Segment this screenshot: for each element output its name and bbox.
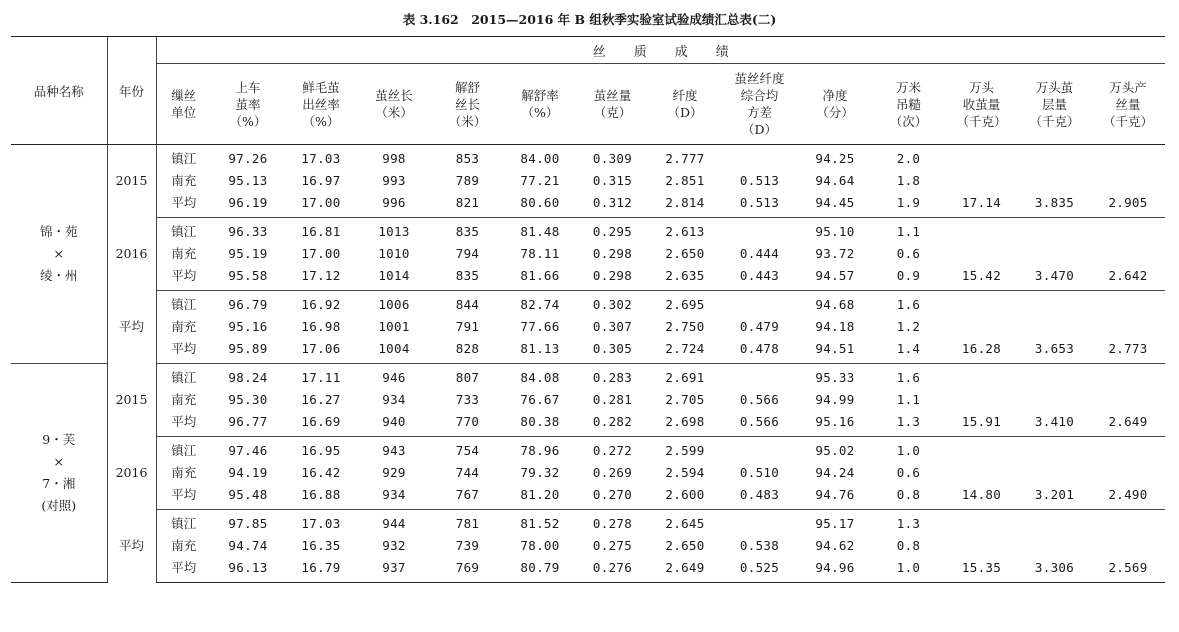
value-cell: 781 [455,516,480,531]
value-cell: 81.13 [504,338,576,364]
value-cell: 16.88 [285,484,357,510]
value-cell: 96.33 [228,224,268,239]
column-header: 纤度 （D） [649,64,721,145]
reeling-unit-cell: 平均 [156,484,211,510]
value-cell: 17.06 [285,338,357,364]
header-variety: 品种名称 [11,37,107,145]
value-cell [1091,218,1165,244]
reeling-unit-cell: 平均 [156,411,211,437]
value-cell: 1.8 [896,173,921,188]
reeling-unit-cell: 平均 [156,557,211,583]
value-cell [1018,389,1091,411]
value-cell: 17.03 [301,516,341,531]
value-cell: 0.302 [592,297,633,312]
value-cell: 0.6 [896,246,921,261]
value-cell: 0.513 [721,192,798,218]
value-cell: 934 [382,392,406,407]
table-row [11,145,1165,171]
value-cell: 767 [431,484,504,510]
value-cell: 1014 [357,265,431,291]
value-cell: 0.315 [592,173,633,188]
value-cell: 0.278 [592,516,633,531]
reeling-unit-cell: 平均 [156,265,211,291]
value-cell [945,218,1018,244]
reeling-unit-cell: 南充 [156,243,211,265]
value-cell: 95.16 [228,319,268,334]
value-cell: 96.77 [211,411,285,437]
value-cell [1018,316,1091,338]
column-header: 茧丝量 （克） [576,64,649,145]
value-cell: 853 [455,151,480,166]
value-cell: 78.96 [520,443,560,458]
value-cell: 94.76 [798,484,872,510]
value-cell: 943 [382,443,406,458]
table-row [11,389,1165,411]
header-silk-quality [156,37,1165,64]
year-cell: 2016 [107,437,156,510]
value-cell: 95.48 [211,484,285,510]
value-cell [945,364,1018,390]
value-cell: 84.00 [520,151,560,166]
value-cell: 1.6 [896,370,921,385]
table-row [11,192,1165,218]
value-cell: 96.79 [228,297,268,312]
value-cell: 78.11 [520,246,560,261]
table-row [11,338,1165,364]
value-cell [1091,170,1165,192]
column-header: 净度 （分） [798,64,872,145]
value-cell [945,389,1018,411]
value-cell: 1.0 [896,443,921,458]
value-cell [945,145,1018,171]
value-cell: 1.3 [872,411,945,437]
value-cell: 15.91 [945,411,1018,437]
reeling-unit-cell: 南充 [156,535,211,557]
reeling-unit-cell: 镇江 [156,437,211,463]
table-caption: 表 3.162 2015—2016 年 B 组秋季实验室试验成绩汇总表(二) [402,12,777,27]
value-cell [1018,218,1091,244]
value-cell [1018,535,1091,557]
value-cell: 3.306 [1018,557,1091,583]
value-cell: 16.95 [301,443,341,458]
year-cell: 2015 [107,364,156,437]
value-cell [945,462,1018,484]
value-cell: 0.282 [576,411,649,437]
value-cell: 95.02 [815,443,855,458]
table-row [11,510,1165,536]
value-cell: 3.470 [1018,265,1091,291]
value-cell: 2.698 [649,411,721,437]
value-cell: 0.538 [739,538,780,553]
results-table [11,36,1165,583]
value-cell [945,535,1018,557]
value-cell: 95.10 [815,224,855,239]
value-cell: 80.79 [504,557,576,583]
variety-name: 锦・苑 × 绫・州 [11,145,107,364]
value-cell [1091,462,1165,484]
value-cell [1091,437,1165,463]
value-cell: 17.00 [301,246,341,261]
value-cell: 94.45 [798,192,872,218]
value-cell: 1013 [378,224,410,239]
value-cell: 2.691 [665,370,705,385]
value-cell: 82.74 [520,297,560,312]
value-cell: 807 [455,370,480,385]
value-cell: 0.272 [592,443,633,458]
reeling-unit-cell: 平均 [156,192,211,218]
value-cell [721,437,798,463]
value-cell: 93.72 [815,246,855,261]
column-header: 万米 吊糙 （次） [872,64,945,145]
value-cell: 95.33 [815,370,855,385]
year-cell: 2016 [107,218,156,291]
value-cell: 2.695 [665,297,705,312]
value-cell: 17.03 [301,151,341,166]
column-header: 万头产 丝量 （千克） [1091,64,1165,145]
reeling-unit-cell: 镇江 [156,291,211,317]
value-cell: 94.99 [815,392,855,407]
value-cell: 1.9 [872,192,945,218]
value-cell: 0.307 [592,319,633,334]
value-cell: 2.600 [649,484,721,510]
value-cell: 2.613 [665,224,705,239]
value-cell [721,218,798,244]
value-cell [721,291,798,317]
value-cell: 98.24 [228,370,268,385]
reeling-unit-cell: 南充 [156,389,211,411]
value-cell: 1.1 [896,224,921,239]
value-cell: 2.490 [1091,484,1165,510]
value-cell: 3.835 [1018,192,1091,218]
value-cell [1018,170,1091,192]
value-cell: 16.27 [301,392,341,407]
value-cell [721,145,798,171]
value-cell: 2.777 [665,151,705,166]
value-cell: 835 [431,265,504,291]
value-cell: 15.42 [945,265,1018,291]
value-cell: 821 [431,192,504,218]
value-cell: 0.443 [721,265,798,291]
reeling-unit-cell: 镇江 [156,145,211,171]
value-cell [1018,510,1091,536]
value-cell: 2.635 [649,265,721,291]
value-cell: 16.69 [285,411,357,437]
value-cell: 0.566 [739,392,780,407]
value-cell: 97.26 [228,151,268,166]
table-row [11,437,1165,463]
value-cell: 0.269 [592,465,633,480]
value-cell: 2.750 [665,319,705,334]
value-cell: 996 [357,192,431,218]
value-cell: 79.32 [520,465,560,480]
value-cell: 744 [455,465,480,480]
table-row [11,411,1165,437]
value-cell: 0.309 [592,151,633,166]
column-header: 茧丝长 （米） [357,64,431,145]
value-cell: 97.85 [228,516,268,531]
value-cell: 95.19 [228,246,268,261]
value-cell: 76.67 [520,392,560,407]
value-cell [1018,243,1091,265]
reeling-unit-cell: 镇江 [156,364,211,390]
value-cell [945,243,1018,265]
table-row [11,218,1165,244]
value-cell: 80.38 [504,411,576,437]
value-cell [1091,510,1165,536]
value-cell: 844 [455,297,480,312]
value-cell: 95.13 [228,173,268,188]
value-cell: 1.4 [872,338,945,364]
value-cell: 794 [455,246,480,261]
value-cell: 84.08 [520,370,560,385]
value-cell: 2.649 [1091,411,1165,437]
value-cell [721,364,798,390]
column-header: 万头茧 层量 （千克） [1018,64,1091,145]
value-cell: 1004 [357,338,431,364]
table-row [11,243,1165,265]
reeling-unit-cell: 南充 [156,316,211,338]
value-cell: 2.650 [665,246,705,261]
value-cell: 998 [382,151,406,166]
header-year: 年份 [107,37,156,145]
column-header: 解舒 丝长 （米） [431,64,504,145]
value-cell: 2.773 [1091,338,1165,364]
year-cell: 平均 [107,510,156,583]
value-cell: 17.12 [285,265,357,291]
value-cell: 95.89 [211,338,285,364]
value-cell: 16.98 [301,319,341,334]
value-cell: 0.270 [576,484,649,510]
table-row [11,484,1165,510]
value-cell: 0.298 [592,246,633,261]
value-cell: 16.35 [301,538,341,553]
value-cell [1091,535,1165,557]
value-cell: 94.64 [815,173,855,188]
value-cell: 739 [455,538,480,553]
value-cell: 95.58 [211,265,285,291]
value-cell: 0.513 [739,173,780,188]
value-cell: 94.25 [815,151,855,166]
value-cell [721,510,798,536]
value-cell: 16.97 [301,173,341,188]
value-cell [1091,389,1165,411]
table-row [11,291,1165,317]
column-header: 茧丝纤度 综合均 方差 （D） [721,64,798,145]
value-cell: 0.305 [576,338,649,364]
value-cell: 94.74 [228,538,268,553]
value-cell: 754 [455,443,480,458]
value-cell: 937 [357,557,431,583]
column-header: 万头 收茧量 （千克） [945,64,1018,145]
value-cell: 16.79 [285,557,357,583]
value-cell: 2.645 [665,516,705,531]
value-cell [945,510,1018,536]
value-cell: 1006 [378,297,410,312]
value-cell [1091,316,1165,338]
value-cell: 733 [455,392,480,407]
value-cell: 94.19 [228,465,268,480]
column-header: 上车 茧率 （%） [211,64,285,145]
value-cell: 791 [455,319,480,334]
value-cell: 3.653 [1018,338,1091,364]
value-cell: 2.851 [665,173,705,188]
value-cell: 0.8 [896,538,921,553]
value-cell: 0.283 [592,370,633,385]
value-cell [945,170,1018,192]
value-cell: 932 [382,538,406,553]
value-cell: 2.814 [649,192,721,218]
value-cell: 993 [382,173,406,188]
value-cell: 1.1 [896,392,921,407]
value-cell: 77.21 [520,173,560,188]
value-cell: 0.275 [592,538,633,553]
value-cell: 2.905 [1091,192,1165,218]
value-cell: 96.13 [211,557,285,583]
value-cell: 16.81 [301,224,341,239]
value-cell [1091,291,1165,317]
value-cell: 2.705 [665,392,705,407]
value-cell: 2.0 [896,151,921,166]
value-cell: 94.24 [815,465,855,480]
table-row [11,364,1165,390]
value-cell: 97.46 [228,443,268,458]
value-cell [1091,145,1165,171]
table-row [11,265,1165,291]
value-cell: 94.18 [815,319,855,334]
value-cell: 0.6 [896,465,921,480]
value-cell: 81.52 [520,516,560,531]
value-cell: 96.19 [211,192,285,218]
value-cell: 3.410 [1018,411,1091,437]
value-cell: 80.60 [504,192,576,218]
value-cell: 95.17 [815,516,855,531]
value-cell: 769 [431,557,504,583]
value-cell: 77.66 [520,319,560,334]
year-cell: 2015 [107,145,156,218]
value-cell: 0.479 [739,319,780,334]
value-cell: 17.14 [945,192,1018,218]
value-cell: 3.201 [1018,484,1091,510]
value-cell: 16.42 [301,465,341,480]
value-cell: 16.28 [945,338,1018,364]
year-cell: 平均 [107,291,156,364]
value-cell: 2.594 [665,465,705,480]
value-cell: 1.2 [896,319,921,334]
value-cell: 94.57 [798,265,872,291]
table-row [11,316,1165,338]
value-cell: 94.51 [798,338,872,364]
value-cell: 0.312 [576,192,649,218]
value-cell: 944 [382,516,406,531]
value-cell: 770 [431,411,504,437]
value-cell: 0.298 [576,265,649,291]
header-silk-quality-label: 丝质成绩 [592,44,757,60]
value-cell: 1.6 [896,297,921,312]
value-cell: 1010 [378,246,410,261]
table-row [11,170,1165,192]
value-cell [945,437,1018,463]
value-cell: 0.281 [592,392,633,407]
value-cell: 929 [382,465,406,480]
value-cell: 1.3 [896,516,921,531]
value-cell: 828 [431,338,504,364]
value-cell: 0.525 [721,557,798,583]
value-cell: 0.483 [721,484,798,510]
reeling-unit-cell: 平均 [156,338,211,364]
value-cell [1018,291,1091,317]
value-cell: 81.20 [504,484,576,510]
value-cell: 78.00 [520,538,560,553]
value-cell: 95.30 [228,392,268,407]
value-cell: 0.8 [872,484,945,510]
value-cell [1018,145,1091,171]
value-cell: 95.16 [798,411,872,437]
value-cell: 17.00 [285,192,357,218]
value-cell: 2.569 [1091,557,1165,583]
value-cell: 1.0 [872,557,945,583]
value-cell [1091,364,1165,390]
value-cell: 94.96 [798,557,872,583]
value-cell: 0.444 [739,246,780,261]
value-cell: 0.276 [576,557,649,583]
value-cell: 81.48 [520,224,560,239]
value-cell: 2.599 [665,443,705,458]
value-cell: 81.66 [504,265,576,291]
value-cell: 0.9 [872,265,945,291]
value-cell: 0.478 [721,338,798,364]
table-row [11,557,1165,583]
value-cell: 14.80 [945,484,1018,510]
value-cell: 2.650 [665,538,705,553]
value-cell: 0.510 [739,465,780,480]
value-cell: 789 [455,173,480,188]
value-cell: 940 [357,411,431,437]
reeling-unit-cell: 镇江 [156,510,211,536]
value-cell [1018,364,1091,390]
value-cell: 2.642 [1091,265,1165,291]
value-cell [1018,437,1091,463]
value-cell: 0.566 [721,411,798,437]
value-cell [945,316,1018,338]
value-cell: 94.68 [815,297,855,312]
table-row [11,462,1165,484]
value-cell: 934 [357,484,431,510]
value-cell: 835 [455,224,480,239]
reeling-unit-cell: 南充 [156,170,211,192]
value-cell [1018,462,1091,484]
value-cell: 0.295 [592,224,633,239]
value-cell: 94.62 [815,538,855,553]
value-cell: 15.35 [945,557,1018,583]
value-cell: 2.649 [649,557,721,583]
column-header: 缫丝 单位 [156,64,211,145]
reeling-unit-cell: 南充 [156,462,211,484]
variety-name: 9・芙 × 7・湘 (对照) [11,364,107,583]
column-header: 鲜毛茧 出丝率 （%） [285,64,357,145]
column-header: 解舒率 （%） [504,64,576,145]
value-cell: 2.724 [649,338,721,364]
value-cell: 16.92 [301,297,341,312]
value-cell: 17.11 [301,370,341,385]
reeling-unit-cell: 镇江 [156,218,211,244]
value-cell [1091,243,1165,265]
value-cell: 1001 [378,319,410,334]
value-cell: 946 [382,370,406,385]
value-cell [945,291,1018,317]
table-row [11,535,1165,557]
